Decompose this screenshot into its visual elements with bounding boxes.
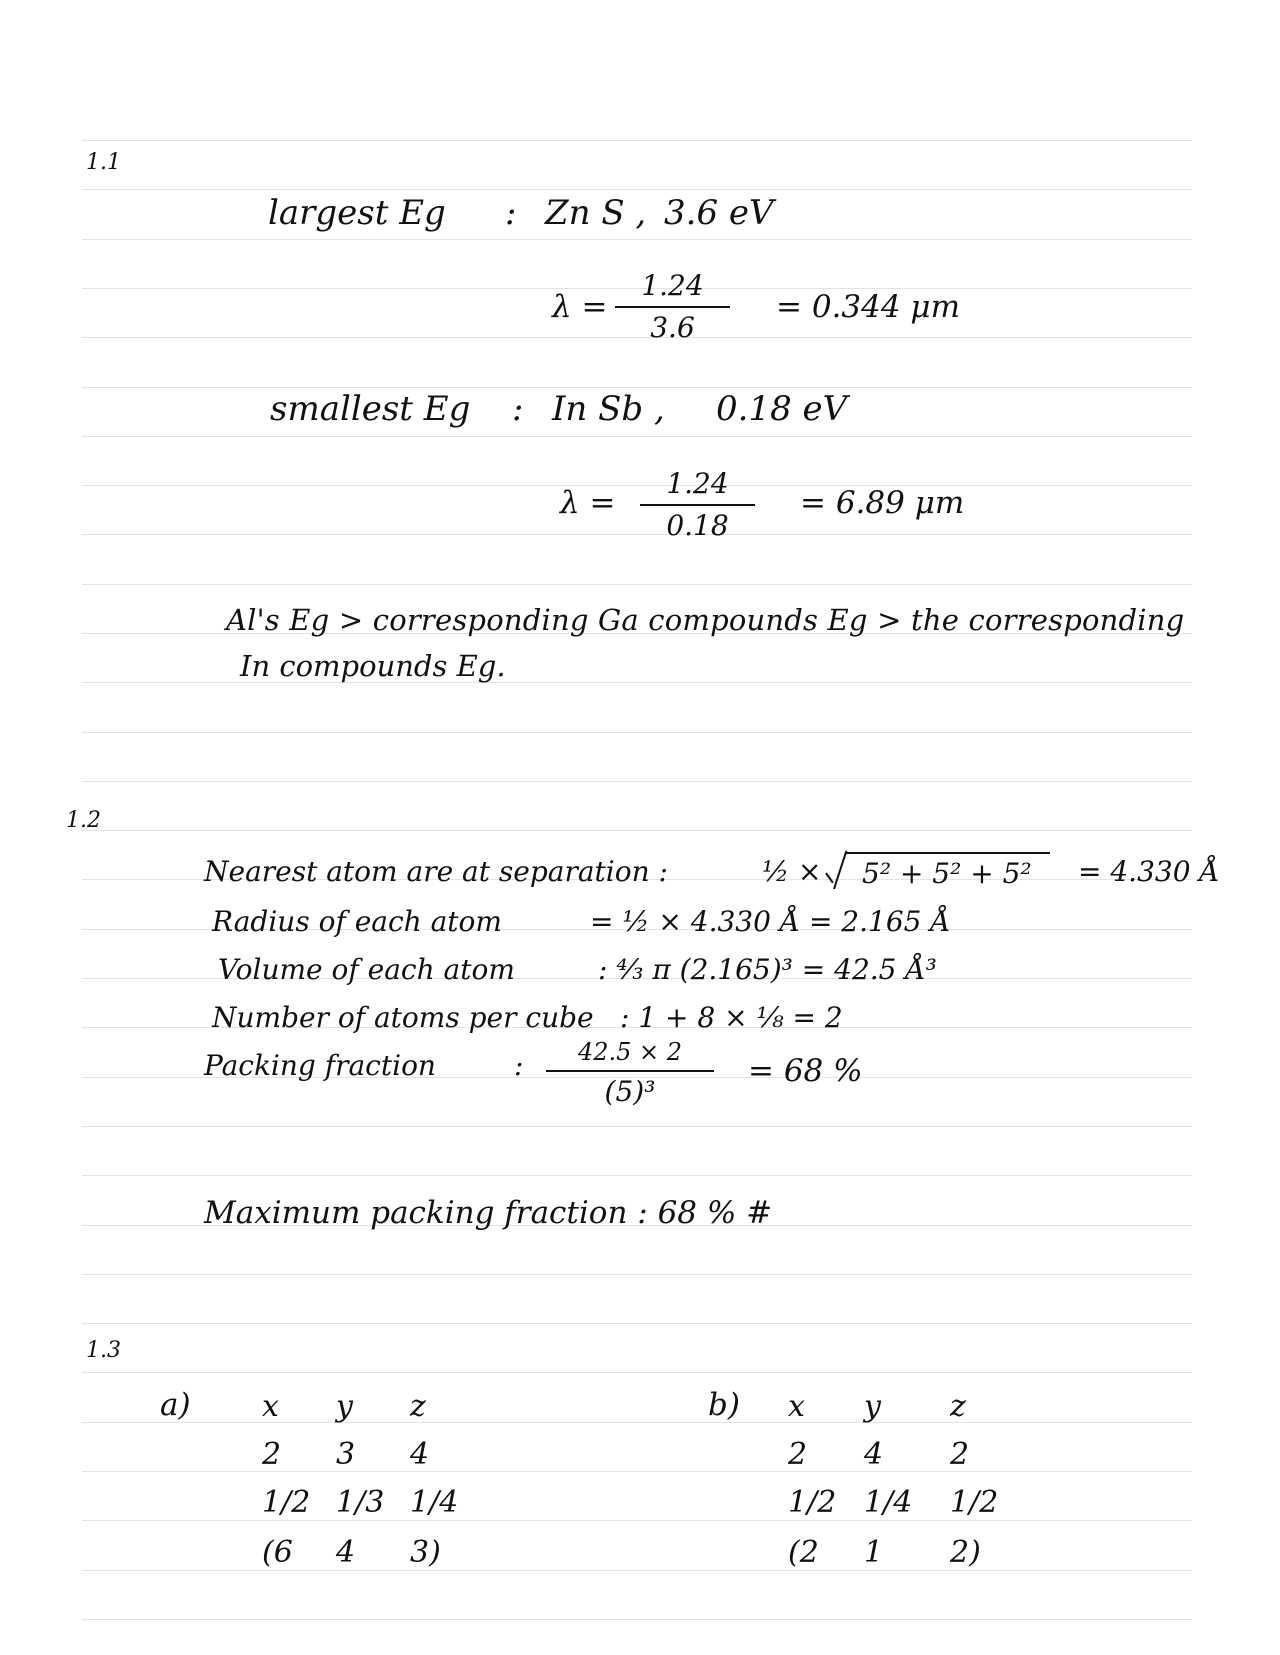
separation-half: ½ × xyxy=(762,855,822,888)
ruled-line xyxy=(82,140,1192,141)
lambda2-fraction xyxy=(640,467,755,542)
ruled-line xyxy=(82,189,1192,190)
sqrt-sign-long xyxy=(833,851,847,890)
largest-eg-value: 3.6 eV xyxy=(664,193,774,233)
ruled-line xyxy=(82,534,1192,535)
table-cell-intercepts: 4 xyxy=(864,1437,884,1472)
ruled-line xyxy=(82,387,1192,388)
number-of-atoms-label: Number of atoms per cube xyxy=(212,1001,594,1034)
ruled-line xyxy=(82,1323,1192,1324)
table-cell-miller: 1 xyxy=(864,1535,884,1570)
trend-line-1: Al's Eg > corresponding Ga compounds Eg > the corresponding xyxy=(226,603,1185,637)
table-cell-reciprocals: 1/4 xyxy=(410,1485,459,1520)
ruled-line xyxy=(82,1372,1192,1373)
table-cell-miller: 3) xyxy=(410,1535,441,1570)
table-cell-header: x xyxy=(262,1389,279,1424)
largest-colon: : xyxy=(505,193,517,233)
packing-fraction-result: = 68 % xyxy=(748,1053,863,1089)
fraction-bar xyxy=(615,306,730,308)
volume-expression: : ⁴⁄₃ π (2.165)³ = 42.5 Å³ xyxy=(598,953,937,986)
table-cell-miller: 2) xyxy=(950,1535,981,1570)
table-cell-miller: (6 xyxy=(262,1535,293,1570)
sqrt-sign-short xyxy=(825,872,834,883)
lambda1-fraction xyxy=(615,269,730,344)
separation-result: = 4.330 Å xyxy=(1078,855,1220,888)
lambda1-lhs: λ = xyxy=(552,289,608,325)
sqrt-bar xyxy=(846,852,1050,854)
table-cell-header: x xyxy=(788,1389,805,1424)
lambda2-result: = 6.89 μm xyxy=(800,485,965,521)
maximum-packing-fraction: Maximum packing fraction : 68 % # xyxy=(204,1195,773,1231)
table-cell-miller: 4 xyxy=(336,1535,356,1570)
table-cell-intercepts: 2 xyxy=(950,1437,970,1472)
number-of-atoms-expression: : 1 + 8 × ⅛ = 2 xyxy=(620,1001,843,1034)
ruled-line xyxy=(82,1520,1192,1521)
table-cell-intercepts: 4 xyxy=(410,1437,430,1472)
table-cell-intercepts: 3 xyxy=(336,1437,356,1472)
ruled-line xyxy=(82,1570,1192,1571)
ruled-line xyxy=(82,732,1192,733)
table-cell-intercepts: 2 xyxy=(788,1437,808,1472)
table-cell-miller: (2 xyxy=(788,1535,819,1570)
packing-numerator: 42.5 × 2 xyxy=(577,1038,683,1066)
ruled-line xyxy=(82,1422,1192,1423)
ruled-line xyxy=(82,485,1192,486)
volume-label: Volume of each atom xyxy=(218,953,515,986)
separation-radicand: 5² + 5² + 5² xyxy=(862,857,1032,890)
table-cell-reciprocals: 1/2 xyxy=(262,1485,311,1520)
table-cell-reciprocals: 1/2 xyxy=(788,1485,837,1520)
section-number-1-2: 1.2 xyxy=(66,808,101,833)
table-cell-header: y xyxy=(864,1389,881,1424)
ruled-line xyxy=(82,584,1192,585)
packing-fraction xyxy=(546,1040,714,1106)
smallest-colon: : xyxy=(512,389,524,429)
ruled-line xyxy=(82,1619,1192,1620)
separation-label: Nearest atom are at separation : xyxy=(204,855,668,888)
table-cell-reciprocals: 1/4 xyxy=(864,1485,913,1520)
table-cell-header: z xyxy=(950,1389,966,1424)
lambda2-denominator: 0.18 xyxy=(666,509,729,542)
packing-fraction-colon: : xyxy=(514,1049,524,1082)
ruled-line xyxy=(82,1126,1192,1127)
radius-label: Radius of each atom xyxy=(212,905,502,938)
packing-denominator: (5)³ xyxy=(604,1075,656,1108)
lambda1-numerator: 1.24 xyxy=(641,269,704,302)
part-a-label: a) xyxy=(160,1387,191,1423)
lambda2-numerator: 1.24 xyxy=(666,467,729,500)
ruled-line xyxy=(82,436,1192,437)
ruled-line xyxy=(82,830,1192,831)
radius-expression: = ½ × 4.330 Å = 2.165 Å xyxy=(590,905,951,938)
fraction-bar xyxy=(546,1070,714,1072)
table-cell-reciprocals: 1/3 xyxy=(336,1485,385,1520)
table-cell-header: z xyxy=(410,1389,426,1424)
section-number-1-3: 1.3 xyxy=(86,1338,121,1363)
lambda1-denominator: 3.6 xyxy=(650,311,695,344)
table-cell-header: y xyxy=(336,1389,353,1424)
table-cell-intercepts: 2 xyxy=(262,1437,282,1472)
part-b-label: b) xyxy=(708,1387,740,1423)
trend-line-2: In compounds Eg. xyxy=(240,649,506,683)
smallest-eg-value: 0.18 eV xyxy=(716,389,848,429)
largest-eg-label: largest Eg xyxy=(268,193,446,233)
section-number-1-1: 1.1 xyxy=(86,150,121,175)
ruled-line xyxy=(82,1471,1192,1472)
fraction-bar xyxy=(640,504,755,506)
smallest-material: In Sb , xyxy=(552,389,665,429)
ruled-line xyxy=(82,1175,1192,1176)
lambda1-result: = 0.344 μm xyxy=(776,289,960,325)
lambda2-lhs: λ = xyxy=(560,485,616,521)
smallest-eg-label: smallest Eg xyxy=(270,389,471,429)
ruled-line xyxy=(82,1274,1192,1275)
ruled-line xyxy=(82,239,1192,240)
table-cell-reciprocals: 1/2 xyxy=(950,1485,999,1520)
largest-material: Zn S , xyxy=(545,193,647,233)
packing-fraction-label: Packing fraction xyxy=(204,1049,436,1082)
ruled-line xyxy=(82,781,1192,782)
